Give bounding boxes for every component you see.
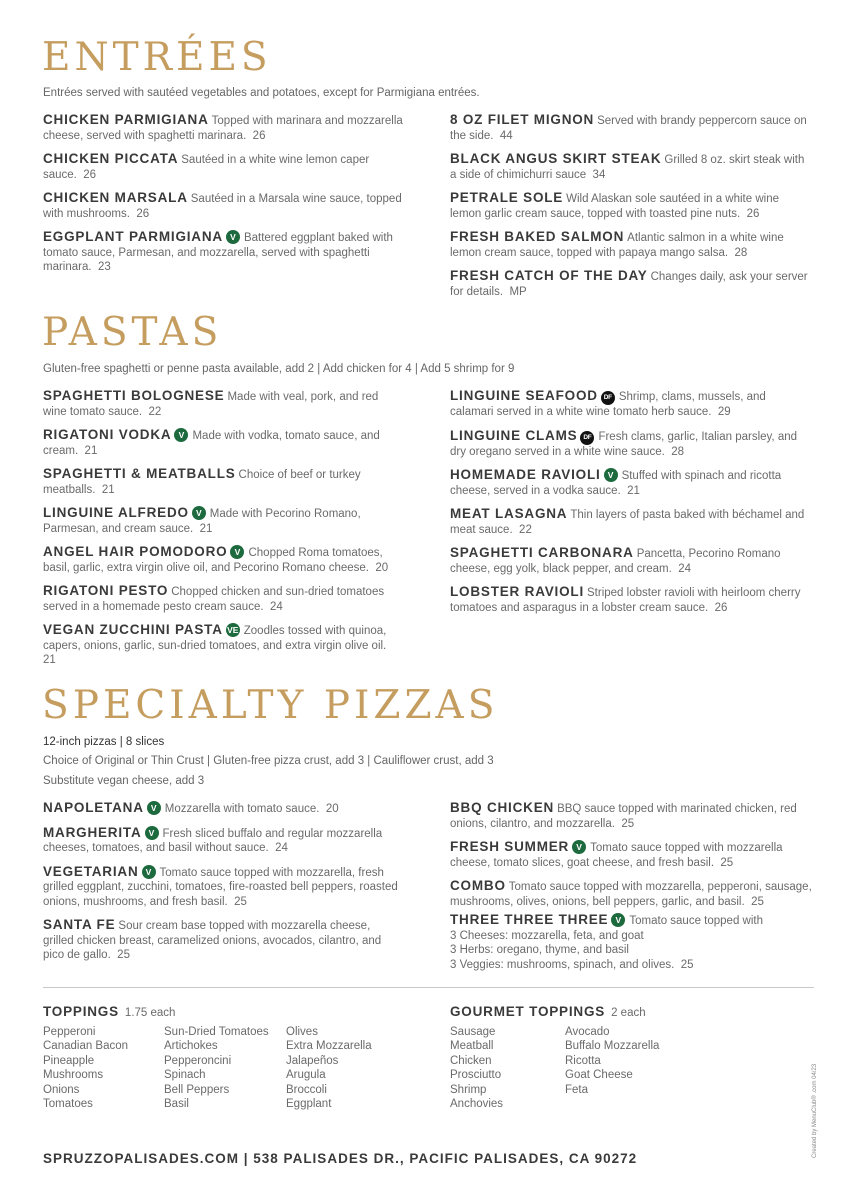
topping-item: Olives	[286, 1026, 318, 1038]
item-price: 22	[519, 523, 532, 536]
topping-item: Ricotta	[565, 1054, 601, 1067]
item-price: 23	[97, 261, 111, 273]
vegetarian-badge-icon: V	[226, 230, 240, 244]
vegetarian-badge-icon: V	[142, 865, 156, 879]
topping-item: Anchovies	[450, 1098, 504, 1111]
gourmet-toppings-heading	[450, 1004, 646, 1019]
item-name: ANGEL HAIR POMODORO	[43, 544, 228, 559]
menu-item	[43, 865, 403, 910]
topping-item: Prosciutto	[450, 1069, 502, 1082]
pastas-right-column	[450, 389, 810, 624]
item-name: COMBO	[450, 878, 506, 893]
item-name: SPAGHETTI CARBONARA	[450, 545, 634, 560]
item-price: 20	[375, 561, 389, 574]
item-price: 29	[717, 406, 731, 418]
item-price: 25	[720, 856, 734, 869]
menu-item	[450, 840, 820, 870]
item-price: 26	[746, 207, 760, 220]
vegan-badge-icon: VE	[227, 625, 239, 635]
topping-item: Canadian Bacon	[43, 1040, 129, 1053]
item-name: EGGPLANT PARMIGIANA	[43, 229, 223, 244]
menu-item	[450, 230, 810, 260]
gourmet-column-1	[450, 1025, 503, 1111]
item-description: Sour cream base topped with mozzarella cheese, grilled chicken breast, caramelized onions, avocados, cilantro, and pico de gallo.	[43, 920, 382, 961]
topping-item: Chicken	[450, 1054, 492, 1067]
menu-item	[43, 428, 403, 458]
topping-item: Spinach	[164, 1069, 206, 1082]
item-name: LINGUINE ALFREDO	[43, 505, 189, 520]
topping-item: Sun-Dried Tomatoes	[164, 1026, 269, 1038]
item-price: 28	[671, 445, 684, 458]
pastas-left-column	[43, 389, 403, 677]
pizzas-right-column	[450, 801, 820, 918]
toppings-heading	[43, 1004, 175, 1019]
item-name: 8 OZ FILET MIGNON	[450, 112, 595, 127]
item-price: 34	[592, 168, 606, 181]
item-description: Tomato sauce topped with mozzarella, pepperoni, sausage, mushrooms, olives, onions, bell peppers, garlic, and basil.	[450, 881, 812, 908]
item-description: Made with Pecorino Romano, Parmesan, and cream sauce.	[43, 508, 361, 535]
item-name: VEGETARIAN	[43, 863, 139, 879]
item-price: 24	[678, 562, 692, 575]
item-name: CHICKEN MARSALA	[43, 190, 188, 205]
item-name: BLACK ANGUS SKIRT STEAK	[450, 151, 662, 166]
item-price: 25	[234, 895, 247, 908]
vegetarian-badge-icon: V	[604, 468, 618, 482]
item-description: Tomato sauce topped with mozzarella, fresh grilled eggplant, zucchini, tomatoes, fire-roasted bell peppers, roasted onions, mushrooms, and fresh basil.	[43, 866, 398, 908]
entrees-note: Entrées served with sautéed vegetables and potatoes, except for Parmigiana entrées.	[43, 87, 480, 99]
item-price: 21	[101, 483, 115, 496]
vegetarian-badge-icon: V	[147, 801, 161, 815]
item-description: BBQ sauce topped with marinated chicken, red onions, cilantro, and mozzarella.	[450, 803, 797, 830]
topping-item: Pepperoni	[43, 1026, 96, 1038]
topping-item: Pepperoncini	[164, 1054, 232, 1067]
gourmet-toppings-price: 2 each	[611, 1007, 646, 1019]
pizzas-size-note: 12-inch pizzas | 8 slices	[43, 736, 165, 748]
item-price: 21	[627, 484, 640, 497]
item-description: Stuffed with spinach and ricotta cheese, served in a vodka sauce.	[450, 470, 782, 497]
menu-item	[450, 191, 810, 221]
vegetarian-badge-icon: V	[145, 826, 159, 840]
item-price: 26	[136, 207, 150, 220]
menu-item	[450, 269, 810, 299]
menu-item	[450, 468, 810, 498]
gourmet-column-2	[565, 1025, 659, 1097]
toppings-column-1	[43, 1025, 128, 1111]
item-price: 24	[269, 600, 283, 613]
item-name: NAPOLETANA	[43, 800, 144, 815]
three-cheeses-line: 3 Cheeses: mozzarella, feta, and goat	[450, 929, 644, 942]
topping-item: Avocado	[565, 1026, 610, 1038]
item-price: 26	[83, 168, 97, 181]
menu-item	[450, 429, 810, 460]
item-description: Striped lobster ravioli with heirloom cherry tomatoes and asparagus in a lobster cream sauce.	[450, 587, 801, 614]
item-price: 24	[275, 842, 288, 854]
item-description: Fresh sliced buffalo and regular mozzarella cheeses, tomatoes, and basil without sauce.	[43, 827, 383, 854]
item-name: VEGAN ZUCCHINI PASTA	[43, 622, 223, 637]
item-description: Fresh clams, garlic, Italian parsley, and dry oregano served in a white wine sauce.	[450, 430, 798, 458]
topping-item: Basil	[164, 1098, 189, 1111]
menu-item	[450, 913, 820, 981]
item-description: Made with veal, pork, and red wine tomato sauce.	[43, 391, 379, 418]
pizzas-left-column	[43, 801, 403, 972]
topping-item: Arugula	[286, 1069, 326, 1082]
item-description: Grilled 8 oz. skirt steak with a side of chimichurri sauce	[450, 154, 805, 181]
item-name: FRESH CATCH OF THE DAY	[450, 268, 648, 283]
pastas-note: Gluten-free spaghetti or penne pasta available, add 2 | Add chicken for 4 | Add 5 shrimp for 9	[43, 363, 515, 375]
topping-item: Sausage	[450, 1026, 496, 1038]
pizzas-vegan-note: Substitute vegan cheese, add 3	[43, 775, 205, 787]
item-description: Chopped chicken and sun-dried tomatoes served in a homemade pesto cream sauce.	[43, 586, 385, 613]
item-description: Sautéed in a white wine lemon caper sauce.	[43, 154, 370, 181]
item-price: 28	[734, 246, 748, 259]
menu-item	[43, 826, 403, 856]
vegetarian-badge-icon: V	[611, 913, 625, 927]
item-name: HOMEMADE RAVIOLI	[450, 467, 601, 482]
menu-item	[450, 585, 810, 615]
menu-item	[43, 506, 403, 536]
menu-item	[43, 584, 403, 614]
topping-item: Tomatoes	[43, 1098, 93, 1111]
topping-item: Mushrooms	[43, 1069, 104, 1082]
menu-item	[43, 545, 403, 575]
item-price: MP	[509, 285, 527, 298]
item-price: 25	[751, 895, 764, 908]
item-name: MARGHERITA	[43, 824, 142, 840]
entrees-right-column	[450, 113, 810, 308]
topping-item: Buffalo Mozzarella	[565, 1040, 660, 1053]
item-name: SPAGHETTI & MEATBALLS	[43, 466, 236, 481]
item-name: LINGUINE SEAFOOD	[450, 388, 598, 403]
topping-item: Bell Peppers	[164, 1083, 230, 1096]
topping-item: Goat Cheese	[565, 1069, 633, 1082]
menu-item	[450, 152, 810, 182]
item-description: Tomato sauce topped with mozzarella cheese, tomato slices, goat cheese, and fresh basil.	[450, 842, 783, 869]
topping-item: Artichokes	[164, 1040, 218, 1053]
item-name: MEAT LASAGNA	[450, 506, 568, 521]
topping-item: Feta	[565, 1083, 589, 1096]
pizzas-crust-note: Choice of Original or Thin Crust | Gluten-free pizza crust, add 3 | Cauliflower crust, add 3	[43, 755, 494, 767]
item-name: CHICKEN PICCATA	[43, 151, 179, 166]
toppings-title: TOPPINGS	[43, 1004, 119, 1019]
item-description: Wild Alaskan sole sautéed in a white wine lemon garlic cream sauce, topped with toasted pine nuts.	[450, 193, 779, 220]
topping-item: Broccoli	[286, 1083, 327, 1096]
menu-item	[43, 389, 403, 419]
topping-item: Meatball	[450, 1040, 494, 1053]
vegetarian-badge-icon: V	[230, 545, 244, 559]
menu-item	[450, 507, 810, 537]
topping-item: Jalapeños	[286, 1054, 339, 1067]
menu-item	[450, 546, 810, 576]
item-price: 22	[148, 405, 162, 418]
item-name: CHICKEN PARMIGIANA	[43, 112, 209, 127]
menu-item	[43, 191, 403, 221]
item-name: PETRALE SOLE	[450, 190, 564, 205]
item-price: 21	[84, 444, 98, 457]
item-name: RIGATONI PESTO	[43, 583, 169, 598]
item-name: FRESH BAKED SALMON	[450, 229, 625, 244]
three-veggies-line: 3 Veggies: mushrooms, spinach, and olives.	[450, 958, 675, 971]
item-name: BBQ CHICKEN	[450, 800, 555, 815]
item-name: SANTA FE	[43, 917, 116, 932]
item-price: 26	[252, 129, 266, 142]
item-description: Sautéed in a Marsala wine sauce, topped with mushrooms.	[43, 193, 402, 220]
item-description: Pancetta, Pecorino Romano cheese, egg yolk, black pepper, and cream.	[450, 548, 781, 575]
toppings-column-2	[164, 1025, 269, 1111]
item-description: Made with vodka, tomato sauce, and cream.	[43, 430, 380, 457]
pastas-title: PASTAS	[42, 310, 223, 355]
item-description: Zoodles tossed with quinoa, capers, onions, garlic, sun-dried tomatoes, and extra virgin olive oil.	[43, 625, 387, 652]
vegetarian-badge-icon: V	[572, 840, 586, 854]
menu-item	[43, 113, 403, 143]
item-price: 26	[714, 601, 728, 614]
menuclub-credit: Created by MenuClub® .com 04/23	[812, 1063, 818, 1158]
item-description: Battered eggplant baked with tomato sauce, Parmesan, and mozzarella, served with spaghetti marinara.	[43, 232, 393, 273]
pizzas-title: SPECIALTY PIZZAS	[42, 683, 499, 728]
item-description: Choice of beef or turkey meatballs.	[43, 469, 361, 496]
menu-item	[450, 879, 820, 909]
item-description: Topped with marinara and mozzarella cheese, served with spaghetti marinara.	[43, 115, 403, 142]
entrees-title: ENTRÉES	[42, 35, 272, 80]
vegetarian-badge-icon: V	[174, 428, 188, 442]
item-description: Changes daily, ask your server for details.	[450, 271, 808, 298]
item-description: Thin layers of pasta baked with béchamel and meat sauce.	[450, 509, 805, 536]
gourmet-toppings-title: GOURMET TOPPINGS	[450, 1004, 606, 1019]
item-description: Served with brandy peppercorn sauce on the side.	[450, 115, 807, 142]
item-price: 25	[117, 949, 130, 961]
menu-item	[450, 801, 820, 831]
item-name: THREE THREE THREE	[450, 912, 609, 927]
item-description: Atlantic salmon in a white wine lemon cream sauce, topped with papaya mango salsa.	[450, 232, 784, 259]
item-description: Tomato sauce topped with	[629, 915, 763, 927]
menu-item	[450, 113, 810, 143]
topping-item: Pineapple	[43, 1054, 95, 1067]
item-description: Shrimp, clams, mussels, and calamari served in a white wine tomato herb sauce.	[450, 391, 766, 418]
toppings-price: 1.75 each	[124, 1007, 176, 1019]
footer-address: SPRUZZOPALISADES.COM | 538 PALISADES DR., PACIFIC PALISADES, CA 90272	[43, 1151, 638, 1166]
item-price: 25	[621, 817, 635, 830]
menu-item	[43, 467, 403, 497]
dairy-free-badge-icon: DF	[601, 391, 615, 405]
topping-item: Shrimp	[450, 1083, 487, 1096]
item-price: 25	[680, 958, 694, 971]
item-name: FRESH SUMMER	[450, 839, 570, 854]
item-price: 21	[43, 654, 56, 666]
item-name: LINGUINE CLAMS	[450, 427, 578, 443]
menu-item	[43, 801, 403, 817]
item-price: 20	[325, 803, 339, 815]
item-price: 21	[199, 522, 213, 535]
item-price: 44	[499, 129, 513, 142]
menu-item	[43, 623, 403, 668]
section-divider	[43, 987, 814, 988]
dairy-free-badge-icon: DF	[580, 431, 594, 445]
item-name: RIGATONI VODKA	[43, 427, 172, 442]
item-description: Chopped Roma tomatoes, basil, garlic, extra virgin olive oil, and Pecorino Romano cheese.	[43, 547, 383, 574]
menu-item	[450, 389, 810, 420]
item-name: SPAGHETTI BOLOGNESE	[43, 388, 225, 403]
menu-item	[43, 152, 403, 182]
menu-item	[43, 918, 403, 963]
menu-item	[43, 230, 403, 275]
topping-item: Extra Mozzarella	[286, 1040, 372, 1053]
vegetarian-badge-icon: V	[192, 506, 206, 520]
topping-item: Onions	[43, 1083, 80, 1096]
topping-item: Eggplant	[286, 1098, 332, 1111]
item-name: LOBSTER RAVIOLI	[450, 584, 585, 599]
three-herbs-line: 3 Herbs: oregano, thyme, and basil	[450, 944, 629, 956]
toppings-column-3	[286, 1025, 372, 1111]
item-description: Mozzarella with tomato sauce.	[164, 803, 320, 815]
entrees-left-column	[43, 113, 403, 284]
